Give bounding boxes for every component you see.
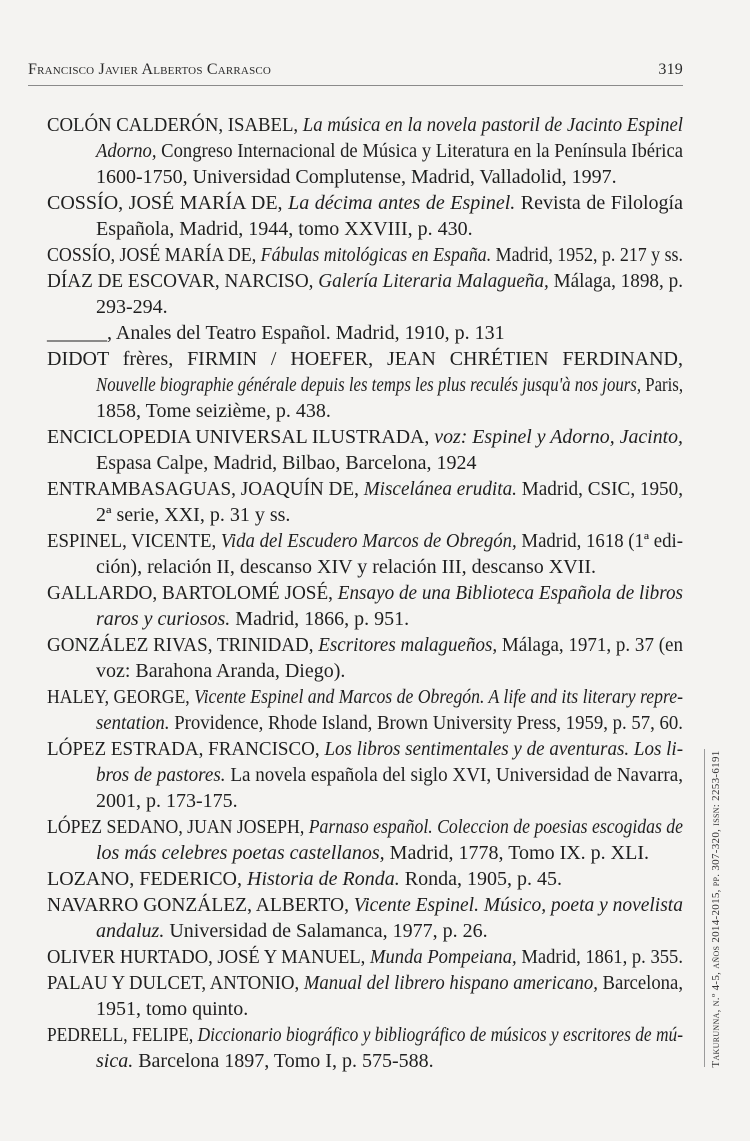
entry-line [96,164,683,190]
entry-line-text [47,476,683,502]
text-segment: Málaga, 1971, p. 37 (en [497,634,683,656]
text-segment: 1858, Tome seizième, p. 438. [96,400,331,422]
entry-line [96,658,683,684]
entry-line-text [96,554,596,580]
page-number: 319 [658,61,683,78]
bibliography-entry [47,112,683,190]
entry-line [96,710,683,736]
entry-line [47,528,683,554]
entry-line-text [47,970,683,996]
text-segment: PALAU Y DULCET, ANTONIO, [47,972,304,994]
side-note-rule [704,749,705,1067]
italic-title-segment: andaluz. [96,920,165,942]
italic-title-segment: La música en la novela pastoril de Jacinto Espinel [302,114,684,136]
running-head-author: Francisco Javier Albertos Carrasco [28,61,272,78]
text-segment: Madrid, 1866, p. 951. [230,608,410,630]
entry-line [47,346,683,372]
bibliography-entry [47,424,683,476]
entry-line [47,866,683,892]
entry-line [47,112,683,138]
bibliography-entry [47,320,683,346]
entry-line-text [47,580,683,606]
bibliography-entry [47,1022,683,1074]
text-segment: Congreso Internacional de Música y Literatura en la Península Ibérica [156,140,683,162]
entry-line [96,1048,683,1074]
entry-line-text [96,502,290,528]
bibliography-entry [47,346,683,424]
entry-line-text [47,1022,683,1048]
text-segment: Paris, [641,374,684,396]
text-segment: Madrid, CSIC, 1950, [516,478,684,500]
text-segment: LÓPEZ SEDANO, JUAN JOSEPH, [47,816,309,838]
italic-title-segment: Fábulas mitológicas en España. [260,244,492,266]
text-segment: ______, Anales del Teatro Español. Madrid, 1910, p. 131 [47,322,505,344]
entry-line-text [96,710,683,736]
text-segment: LÓPEZ ESTRADA, FRANCISCO, [47,738,325,760]
entry-line [96,502,683,528]
entry-line-text [47,866,562,892]
entry-line [47,268,683,294]
italic-title-segment: los más celebres poetas castellanos, [96,842,385,864]
entry-line [47,476,683,502]
italic-title-segment: raros y curiosos. [96,608,231,630]
entry-line [47,632,683,658]
text-segment: COLÓN CALDERÓN, ISABEL, [47,114,303,136]
text-segment: 1600-1750, Universidad Complutense, Madrid, Valladolid, 1997. [96,166,617,188]
entry-line [96,554,683,580]
entry-line [96,398,683,424]
text-segment: HALEY, GEORGE, [47,686,195,708]
entry-line [96,606,683,632]
entry-line-text [47,736,683,762]
entry-line-text [96,762,683,788]
italic-title-segment: La décima antes de Espinel. [288,192,516,214]
entry-line [96,450,683,476]
bibliography-entry [47,814,683,866]
entry-line [96,840,683,866]
italic-title-segment: Vida del Escudero Marcos de Obregón, [220,530,517,552]
text-segment: Málaga, 1898, p. [548,270,683,292]
text-segment: 293-294. [96,296,168,318]
text-segment: OLIVER HURTADO, JOSÉ Y MANUEL, [47,946,370,968]
entry-line-text [47,346,683,372]
entry-line [96,788,683,814]
bibliography-entry [47,970,683,1022]
entry-line [47,190,683,216]
bibliography-entry [47,190,683,242]
entry-line [47,814,683,840]
text-segment: Providence, Rhode Island, Brown University Press, 1959, p. 57, 60. [169,712,683,734]
italic-title-segment: Diccionario biográfico y bibliográfico de músicos y escritores de mú- [197,1024,684,1046]
text-segment: 1951, tomo quinto. [96,998,249,1020]
entry-line-text [96,658,345,684]
text-segment: Madrid, 1952, p. 217 y ss. [491,244,683,266]
entry-line-text [96,294,168,320]
text-segment: Universidad de Salamanca, 1977, p. 26. [164,920,488,942]
entry-line [47,736,683,762]
entry-line [96,372,683,398]
entry-line-text [96,1048,434,1074]
entry-line-text [96,450,476,476]
italic-title-segment: Los libros sentimentales y de aventuras. Los li- [324,738,684,760]
entry-line-text [47,424,683,450]
entry-line-text [96,606,409,632]
entry-line-text [96,840,649,866]
entry-line [47,424,683,450]
italic-title-segment: Nouvelle biographie générale depuis les temps les plus reculés jusqu'à nos jours, [96,374,642,396]
italic-title-segment: Parnaso español. Coleccion de poesias escogidas de [308,816,683,838]
bibliography-entry [47,684,683,736]
italic-title-segment: Manual del librero hispano americano, [303,972,598,994]
text-segment: 2001, p. 173-175. [96,790,238,812]
text-segment: PEDRELL, FELIPE, [47,1024,198,1046]
entry-line-text [47,892,683,918]
entry-line-text [47,190,683,216]
text-segment: voz: Barahona Aranda, Diego). [96,660,346,682]
text-segment: COSSÍO, JOSÉ MARÍA DE, [47,244,261,266]
entry-line [47,1022,683,1048]
entry-line [47,944,683,970]
entry-line-text [96,164,617,190]
text-segment: Espasa Calpe, Madrid, Bilbao, Barcelona, 1924 [96,452,477,474]
text-segment: GONZÁLEZ RIVAS, TRINIDAD, [47,634,319,656]
text-segment: NAVARRO GONZÁLEZ, ALBERTO, [47,894,354,916]
italic-title-segment: bros de pastores. [96,764,226,786]
italic-title-segment: voz: Espinel y Adorno, Jacinto, [434,426,684,448]
text-segment: La novela española del siglo XVI, Universidad de Navarra, [225,764,683,786]
entry-line [96,918,683,944]
bibliography-entry [47,632,683,684]
entry-line-text [96,918,488,944]
bibliography-entry [47,944,683,970]
entry-line-text [96,996,248,1022]
entry-line [47,892,683,918]
entry-line-text [47,944,683,970]
entry-line [96,294,683,320]
text-segment: DÍAZ DE ESCOVAR, NARCISO, [47,270,319,292]
text-segment: Madrid, 1778, Tomo IX. p. XLI. [384,842,649,864]
text-segment: LOZANO, FEDERICO, [47,868,247,890]
text-segment: ción), relación II, descanso XIV y relación III, descanso XVII. [96,556,596,578]
italic-title-segment: Munda Pompeiana, [369,946,517,968]
italic-title-segment: Vicente Espinel. Músico, poeta y novelista [353,894,683,916]
entry-line-text [96,788,238,814]
text-segment: COSSÍO, JOSÉ MARÍA DE, [47,192,289,214]
text-segment: Ronda, 1905, p. 45. [399,868,562,890]
entry-line-text [47,242,683,268]
running-head [28,61,683,83]
entry-line [96,138,683,164]
text-segment: Barcelona 1897, Tomo I, p. 575-588. [133,1050,434,1072]
text-segment: Barcelona, [597,972,684,994]
bibliography-entry [47,476,683,528]
entry-line [47,242,683,268]
italic-title-segment: sentation. [96,712,170,734]
entry-line [96,762,683,788]
entry-line-text [47,814,683,840]
entry-line-text [47,320,505,346]
entry-line-text [47,632,683,658]
text-segment: DIDOT frères, FIRMIN / HOEFER, JEAN CHRÉTIEN FERDINAND, [47,348,683,370]
text-segment: 2ª serie, XXI, p. 31 y ss. [96,504,291,526]
entry-line-text [47,268,683,294]
entry-line [96,996,683,1022]
entry-line [47,580,683,606]
italic-title-segment: Escritores malagueños, [318,634,498,656]
bibliography-entry [47,866,683,892]
italic-title-segment: Adorno, [96,140,157,162]
italic-title-segment: Ensayo de una Biblioteca Española de libros [337,582,684,604]
text-segment: Revista de Filología [515,192,683,214]
bibliography-entry [47,268,683,320]
bibliography-entry [47,736,683,814]
text-segment: Española, Madrid, 1944, tomo XXVIII, p. 430. [96,218,473,240]
header-rule [28,85,683,86]
text-segment: ESPINEL, VICENTE, [47,530,221,552]
italic-title-segment: Vicente Espinel and Marcos de Obregón. A life and its literary repre- [194,686,683,708]
entry-line [47,320,683,346]
entry-line [47,684,683,710]
bibliography-list [47,112,683,1074]
italic-title-segment: Galería Literaria Malagueña, [318,270,549,292]
text-segment: ENTRAMBASAGUAS, JOAQUÍN DE, [47,478,364,500]
text-segment: ENCICLOPEDIA UNIVERSAL ILUSTRADA, [47,426,435,448]
bibliography-entry [47,528,683,580]
text-segment: GALLARDO, BARTOLOMÉ JOSÉ, [47,582,338,604]
entry-line-text [96,372,683,398]
italic-title-segment: Miscelánea erudita. [363,478,517,500]
italic-title-segment: sica. [96,1050,134,1072]
entry-line-text [96,398,331,424]
bibliography-entry [47,580,683,632]
entry-line-text [47,112,683,138]
entry-line [96,216,683,242]
journal-citation-side-note: Takurunna, n.º 4-5, años 2014-2015, pp. 307-320, issn: 2253-6191 [710,750,722,1068]
italic-title-segment: Historia de Ronda. [247,868,400,890]
bibliography-entry [47,242,683,268]
entry-line-text [96,216,473,242]
text-segment: Madrid, 1861, p. 355. [516,946,684,968]
entry-line-text [96,138,683,164]
text-segment: Madrid, 1618 (1ª edi- [516,530,684,552]
entry-line-text [47,528,683,554]
bibliography-entry [47,892,683,944]
entry-line-text [47,684,683,710]
entry-line [47,970,683,996]
